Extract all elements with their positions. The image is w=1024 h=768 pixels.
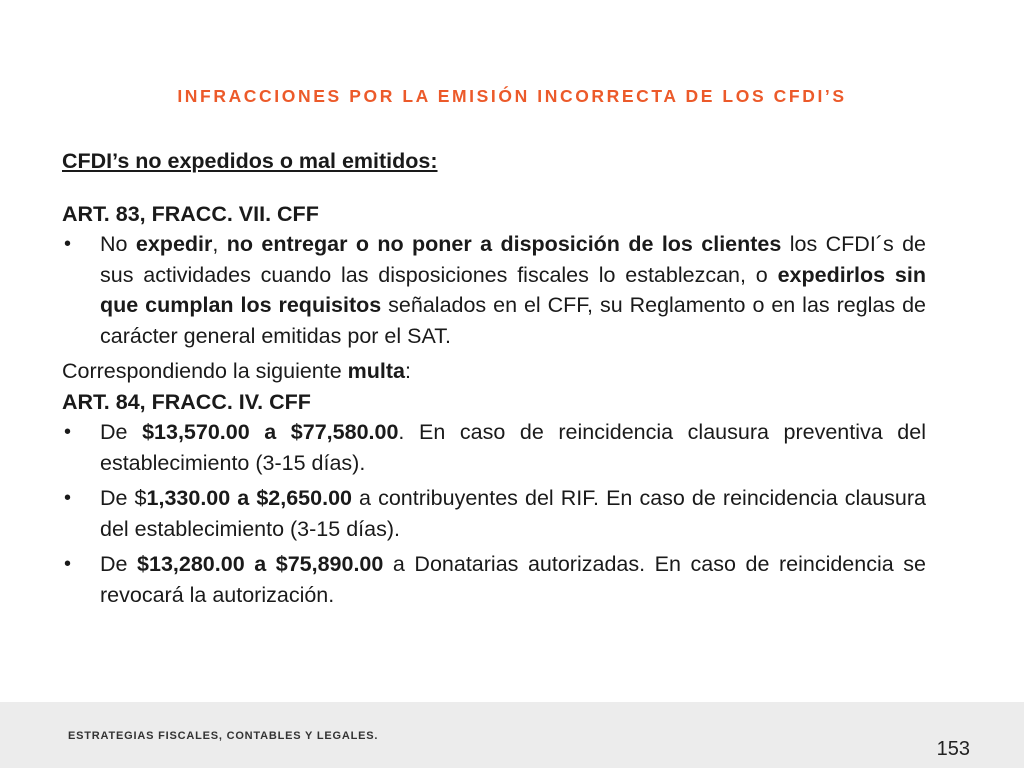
text-run: . En caso de reincidencia clausura preventiva del establecimiento (3-15 días).: [100, 420, 926, 475]
footer-bar: [0, 702, 1024, 768]
list-item: [62, 549, 926, 610]
slide-title: INFRACCIONES POR LA EMISIÓN INCORRECTA DE LOS CFDI’S: [177, 86, 847, 106]
spacer: [62, 177, 926, 199]
text-run: a Donatarias autorizadas. En caso de reincidencia se revocará la autorización.: [100, 552, 926, 607]
infraction-list: [62, 229, 926, 351]
text-run: De $: [100, 486, 147, 510]
bold-text-run: 1,330.00 a $2,650.00: [146, 486, 352, 510]
penalty-intro: [62, 356, 926, 387]
footer-tagline: ESTRATEGIAS FISCALES, CONTABLES Y LEGALES.: [68, 730, 379, 742]
bold-text-run: no entregar o no poner a disposición de los clientes: [226, 232, 782, 256]
list-item: [62, 483, 926, 544]
text-run: a contribuyentes del RIF. En caso de reincidencia clausura del establecimiento (3-15 días).: [100, 486, 927, 541]
penalty-list: [62, 417, 926, 610]
bold-text-run: $13,570.00 a $77,580.00: [142, 420, 399, 444]
bullet-icon: •: [64, 421, 72, 443]
list-item: [62, 229, 926, 351]
text-run: señalados en el CFF, su Reglamento o en las reglas de carácter general emitidas por el SAT.: [100, 293, 926, 348]
bold-text-run: expedir: [135, 232, 213, 256]
bold-text-run: multa: [347, 359, 406, 383]
text-run: :: [405, 359, 411, 383]
bullet-icon: •: [64, 553, 72, 575]
bold-text-run: $13,280.00 a $75,890.00: [137, 552, 384, 576]
text-run: ,: [212, 232, 227, 256]
bullet-icon: •: [64, 233, 72, 255]
text-run: De: [100, 420, 143, 444]
list-item: [62, 417, 926, 478]
text-run: los CFDI´s de sus actividades cuando las disposiciones fiscales lo establezcan, o: [100, 232, 927, 287]
text-run: Correspondiendo la siguiente: [62, 359, 348, 383]
slide-content: [62, 146, 926, 615]
bullet-icon: •: [64, 487, 72, 509]
article-heading-83: ART. 83, FRACC. VII. CFF: [62, 201, 319, 226]
bold-text-run: expedirlos sin que cumplan los requisitos: [100, 262, 926, 317]
text-run: De: [100, 552, 138, 576]
article-heading-84: ART. 84, FRACC. IV. CFF: [62, 389, 311, 414]
text-run: No: [100, 232, 136, 256]
section-subtitle: CFDI’s no expedidos o mal emitidos:: [62, 149, 438, 173]
page-number: 153: [936, 738, 970, 760]
